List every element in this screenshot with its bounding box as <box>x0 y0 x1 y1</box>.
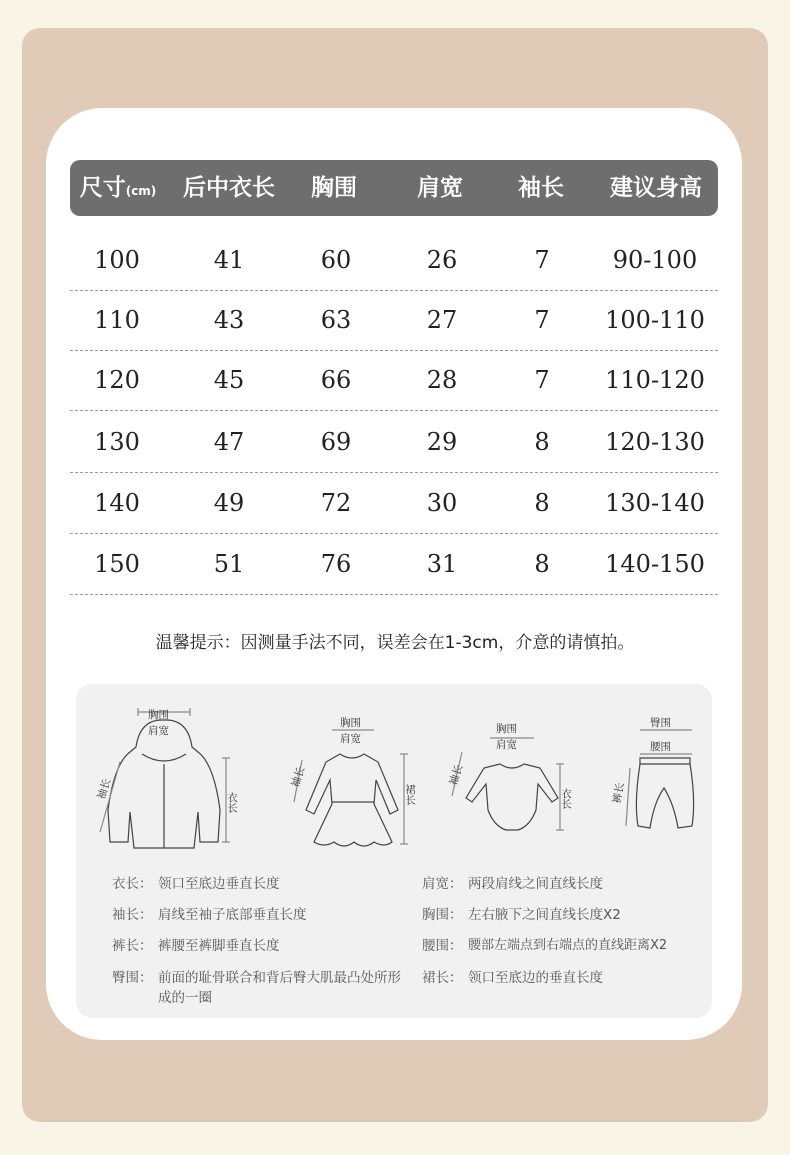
cell-length: 45 <box>213 366 245 394</box>
figure-label: 袖长 <box>95 777 114 801</box>
legend-value: 腰部左端点到右端点的直线距离X2 <box>468 938 668 953</box>
cell-sleeve: 7 <box>534 366 550 394</box>
legend-key: 裤长： <box>112 938 153 954</box>
figure-label: 肩宽 <box>340 733 361 745</box>
cell-length: 51 <box>213 550 245 578</box>
header-sleeve: 袖长 <box>518 175 564 201</box>
figure-label: 裙长 <box>404 784 416 805</box>
figure-label: 胸围 <box>340 717 361 729</box>
dress-figure <box>288 692 416 852</box>
pants-figure <box>606 692 706 852</box>
figure-label: 裤长 <box>611 781 627 805</box>
cell-size: 130 <box>94 428 140 456</box>
legend-item <box>422 874 708 894</box>
jacket-figure <box>90 692 240 852</box>
legend-value: 领口至底边的垂直长度 <box>468 970 603 986</box>
figure-label: 衣长 <box>226 792 238 813</box>
figure-label: 肩宽 <box>496 739 517 751</box>
table-row <box>70 473 718 534</box>
cell-size: 150 <box>94 550 140 578</box>
cell-height: 110-120 <box>605 366 705 394</box>
cell-size: 140 <box>94 489 140 517</box>
cell-length: 43 <box>213 306 245 334</box>
figure-label: 袖长 <box>447 763 466 787</box>
table-row <box>70 290 718 351</box>
legend-key: 腰围： <box>422 938 463 954</box>
cell-height: 140-150 <box>605 550 705 578</box>
cell-sleeve: 7 <box>534 306 550 334</box>
romper-figure <box>444 692 574 852</box>
legend-item <box>422 968 708 988</box>
cell-shoulder: 30 <box>426 489 458 517</box>
cell-sleeve: 8 <box>534 550 550 578</box>
header-shoulder: 肩宽 <box>417 175 463 201</box>
cell-size: 110 <box>94 306 140 334</box>
cell-height: 90-100 <box>612 246 698 274</box>
legend-value: 裤腰至裤脚垂直长度 <box>158 938 280 954</box>
header-height: 建议身高 <box>610 175 702 201</box>
figure-label: 胸围 <box>148 709 169 721</box>
figure-label: 胸围 <box>496 723 517 735</box>
legend-value: 两段肩线之间直线长度 <box>468 876 603 892</box>
table-row <box>70 534 718 595</box>
cell-length: 41 <box>213 246 245 274</box>
figure-label: 臀围 <box>650 717 671 729</box>
cell-shoulder: 26 <box>426 246 458 274</box>
cell-chest: 69 <box>320 428 352 456</box>
figure-label: 肩宽 <box>148 725 169 737</box>
cell-chest: 63 <box>320 306 352 334</box>
legend-item <box>112 874 412 894</box>
cell-sleeve: 8 <box>534 489 550 517</box>
legend-item <box>112 936 412 956</box>
legend-key: 臀围： <box>112 970 153 986</box>
cell-chest: 66 <box>320 366 352 394</box>
legend-key: 衣长： <box>112 876 153 892</box>
table-row <box>70 350 718 411</box>
cell-chest: 72 <box>320 489 352 517</box>
cell-shoulder: 27 <box>426 306 458 334</box>
table-header <box>70 160 718 216</box>
legend-key: 袖长： <box>112 907 153 923</box>
header-chest: 胸围 <box>311 175 357 201</box>
legend-value: 左右腋下之间直线长度X2 <box>468 907 621 923</box>
cell-chest: 76 <box>320 550 352 578</box>
header-length: 后中衣长 <box>183 175 275 201</box>
cell-sleeve: 7 <box>534 246 550 274</box>
legend-item <box>112 905 412 925</box>
table-row <box>70 230 718 291</box>
cell-height: 130-140 <box>605 489 705 517</box>
cell-sleeve: 8 <box>534 428 550 456</box>
cell-height: 100-110 <box>605 306 705 334</box>
cell-size: 120 <box>94 366 140 394</box>
figure-label: 腰围 <box>650 741 671 753</box>
cell-height: 120-130 <box>605 428 705 456</box>
cell-shoulder: 28 <box>426 366 458 394</box>
measurement-note: 温馨提示：因测量手法不同，误差会在1-3cm，介意的请慎拍。 <box>155 633 635 653</box>
legend-key: 裙长： <box>422 970 463 986</box>
cell-shoulder: 31 <box>426 550 458 578</box>
cell-length: 47 <box>213 428 245 456</box>
cell-chest: 60 <box>320 246 352 274</box>
legend-value: 领口至底边垂直长度 <box>158 876 280 892</box>
cell-shoulder: 29 <box>426 428 458 456</box>
legend-key: 胸围： <box>422 907 463 923</box>
header-size: 尺寸(cm) <box>79 175 157 201</box>
measurement-guide <box>76 684 712 1018</box>
legend-key: 肩宽： <box>422 876 463 892</box>
figure-label: 衣长 <box>560 788 572 809</box>
cell-size: 100 <box>94 246 140 274</box>
figure-label: 袖长 <box>289 765 308 789</box>
legend-item <box>112 968 412 1008</box>
table-row <box>70 412 718 473</box>
cell-length: 49 <box>213 489 245 517</box>
legend-value: 前面的耻骨联合和背后臀大肌最凸处所形成的一圈 <box>158 970 401 1006</box>
legend-item <box>422 936 708 956</box>
legend-value: 肩线至袖子底部垂直长度 <box>158 907 307 923</box>
legend-item <box>422 905 708 925</box>
